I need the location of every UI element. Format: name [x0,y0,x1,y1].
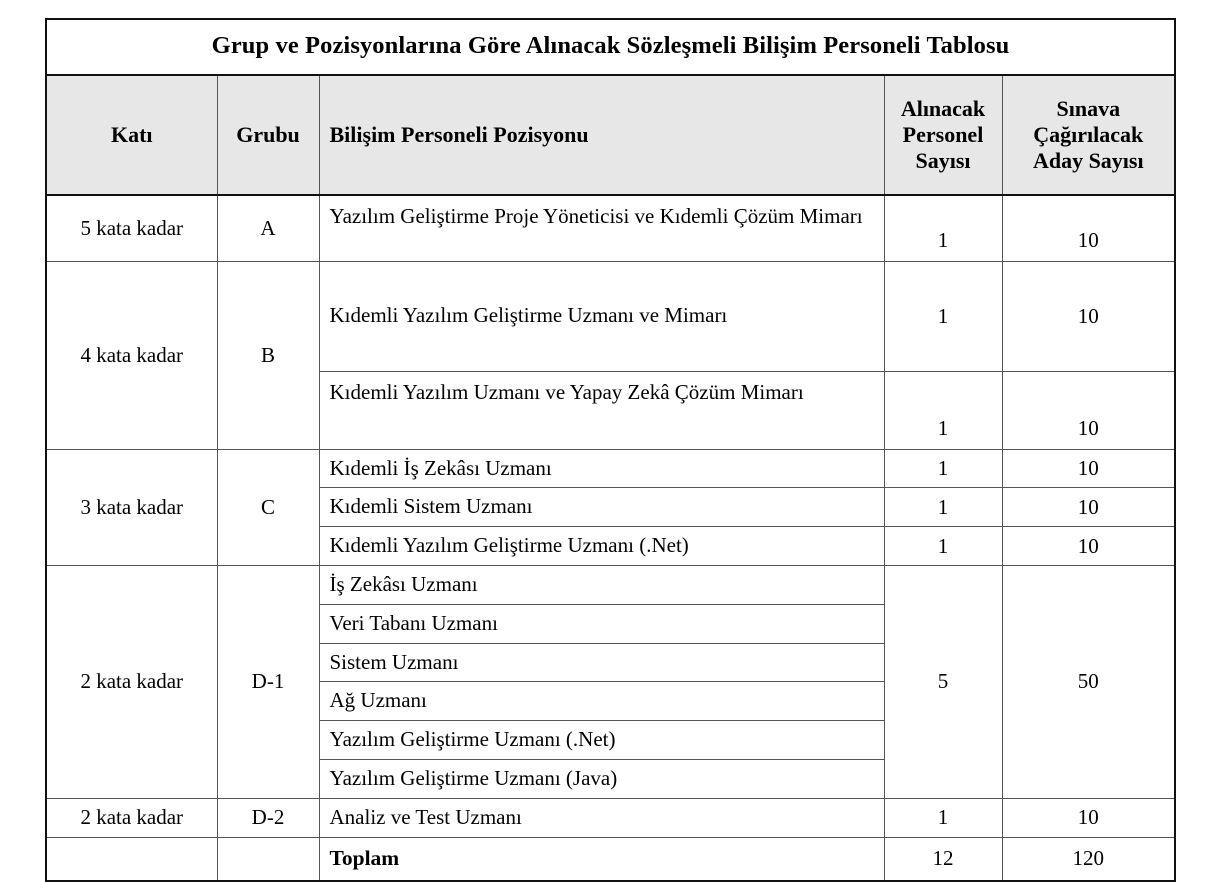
cell-grup: C [217,449,319,565]
cell-pozisyon: Kıdemli Yazılım Uzmanı ve Yapay Zekâ Çözüm Mimarı [319,371,884,449]
cell-sinav: 10 [1002,195,1175,261]
personnel-table-wrapper [45,18,1176,882]
cell-pozisyon: İş Zekâsı Uzmanı [319,565,884,604]
table-title: Grup ve Pozisyonlarına Göre Alınacak Sözleşmeli Bilişim Personeli Tablosu [46,19,1175,75]
cell-pozisyon: Kıdemli Yazılım Geliştirme Uzmanı (.Net) [319,527,884,566]
cell-pozisyon: Ağ Uzmanı [319,682,884,721]
cell-pozisyon: Sistem Uzmanı [319,643,884,682]
personnel-table [45,18,1176,882]
table-title-row [46,19,1175,75]
cell-grup: A [217,195,319,261]
header-line: Sınava [1056,96,1121,122]
cell-sinav: 10 [1002,488,1175,527]
cell-sinav: 10 [1002,527,1175,566]
cell-sinav: 10 [1002,449,1175,488]
cell-sinav: 10 [1002,371,1175,449]
cell-alinacak: 1 [884,488,1002,527]
cell-kat: 4 kata kadar [46,261,217,449]
header-line: Alınacak [900,96,986,122]
cell-kat: 5 kata kadar [46,195,217,261]
table-row [46,195,1175,261]
cell-pozisyon: Kıdemli Sistem Uzmanı [319,488,884,527]
cell-alinacak: 1 [884,261,1002,371]
cell-kat: 2 kata kadar [46,565,217,798]
total-kat-empty [46,837,217,881]
cell-pozisyon: Yazılım Geliştirme Proje Yöneticisi ve Kıdemli Çözüm Mimarı [319,195,884,261]
cell-alinacak: 1 [884,527,1002,566]
total-alinacak: 12 [884,837,1002,881]
cell-grup: B [217,261,319,449]
cell-pozisyon: Veri Tabanı Uzmanı [319,604,884,643]
cell-pozisyon: Yazılım Geliştirme Uzmanı (.Net) [319,721,884,760]
header-line: Sayısı [915,147,971,173]
cell-sinav: 10 [1002,261,1175,371]
table-row [46,798,1175,837]
header-line: Çağırılacak [1033,122,1144,148]
cell-alinacak: 1 [884,195,1002,261]
cell-kat: 3 kata kadar [46,449,217,565]
total-label: Toplam [319,837,884,881]
cell-pozisyon: Analiz ve Test Uzmanı [319,798,884,837]
cell-alinacak: 1 [884,798,1002,837]
table-row [46,261,1175,371]
column-header-grup: Grubu [217,75,319,195]
column-header-alinacak-personel-sayisi [884,75,1002,195]
total-sinav: 120 [1002,837,1175,881]
cell-grup: D-1 [217,565,319,798]
header-line: Aday Sayısı [1032,147,1144,173]
table-header-row [46,75,1175,195]
table-row [46,565,1175,604]
cell-alinacak: 5 [884,565,1002,798]
column-header-sinava-cagirilacak-aday-sayisi [1002,75,1175,195]
cell-pozisyon: Kıdemli Yazılım Geliştirme Uzmanı ve Mimarı [319,261,884,371]
total-grup-empty [217,837,319,881]
cell-alinacak: 1 [884,371,1002,449]
cell-grup: D-2 [217,798,319,837]
table-total-row [46,837,1175,881]
column-header-kat: Katı [46,75,217,195]
cell-sinav: 10 [1002,798,1175,837]
column-header-pozisyon: Bilişim Personeli Pozisyonu [319,75,884,195]
cell-kat: 2 kata kadar [46,798,217,837]
cell-pozisyon: Yazılım Geliştirme Uzmanı (Java) [319,760,884,799]
cell-pozisyon: Kıdemli İş Zekâsı Uzmanı [319,449,884,488]
header-line: Personel [902,122,984,148]
cell-alinacak: 1 [884,449,1002,488]
cell-sinav: 50 [1002,565,1175,798]
table-row [46,449,1175,488]
